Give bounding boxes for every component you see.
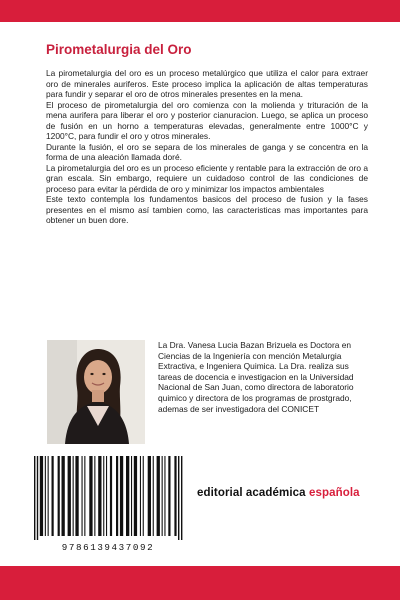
barcode-bar (162, 456, 163, 536)
barcode-bar (68, 456, 71, 536)
isbn-number: 9786139437092 (61, 542, 155, 553)
barcode-bar (116, 456, 118, 536)
barcode-bar (84, 456, 85, 536)
description-paragraph: Este texto contempla los fundamentos basicos del proceso de fusion y la fases presentes en el mismo así tambien como, las caracteristicas mas importantes para obtener un buen dore. (46, 194, 368, 225)
barcode-bar (82, 456, 83, 536)
barcode-bars (34, 456, 182, 540)
barcode-bar (37, 456, 38, 540)
barcode-bar (153, 456, 154, 536)
author-bio: La Dra. Vanesa Lucia Bazan Brizuela es Doctora en Ciencias de la Ingeniería con mención Metalurgia Extractiva, e Ingeniera Quimica. La Dra. realiza sus tareas de docencia e investigacion en la Universidad Nacional de San Juan, como directora de laboratorio quimico y directora de los programas de prostgrado, ademas de ser investigadora del CONICET (158, 340, 354, 414)
barcode-bar (134, 456, 137, 536)
publisher-name (197, 487, 360, 499)
barcode-bar (62, 456, 65, 536)
author-portrait-image (47, 340, 145, 444)
barcode-bar (140, 456, 141, 536)
barcode-bar (89, 456, 92, 536)
description-paragraph: La pirometalurgia del oro es un proceso metalúrgico que utiliza el calor para extraer oro de minerales auriferos. Este proceso implica la aplicación de altas temperaturas para fundir y separar el oro de otros minerales presentes en la mena. (46, 68, 368, 99)
description-paragraph: El proceso de pirometalurgia del oro comienza con la molienda y trituración de la mena aurifera para liberar el oro y posterior cianuracion. Luego, se aplica un proceso de fusión en un horno a temperaturas elevadas, generalmente entre 1000°C y 1200°C, para fundir el oro y otros minerales. (46, 99, 368, 141)
barcode-bar (73, 456, 74, 536)
barcode-bar (75, 456, 78, 536)
barcode-bar (126, 456, 129, 536)
barcode-bar (40, 456, 43, 536)
book-description (46, 68, 368, 226)
book-title: Pirometalurgia del Oro (46, 42, 192, 57)
barcode-bar (34, 456, 35, 540)
barcode-bar (148, 456, 151, 536)
isbn-barcode (28, 454, 188, 554)
barcode-bar (164, 456, 165, 536)
description-paragraph: La pirometalurgia del oro es un proceso eficiente y rentable para la extracción de oro a gran escala. Sin embargo, requiere un cuidadoso control de las condiciones de proceso para evitar la pérdida de oro y minimizar los impactos ambientales (46, 162, 368, 194)
barcode-bar (52, 456, 54, 536)
author-photo (47, 340, 145, 444)
barcode-bar (131, 456, 132, 536)
publisher-name-main: editorial académica (197, 487, 309, 499)
barcode-bar (120, 456, 123, 536)
publisher-name-accent: española (308, 487, 360, 499)
barcode-bar (168, 456, 170, 536)
barcode-bar (181, 456, 182, 540)
barcode-bar (48, 456, 49, 536)
barcode-bar (45, 456, 46, 536)
description-paragraph: Durante la fusión, el oro se separa de los minerales de ganga y se concentra en la forma de una aleación llamada doré. (46, 141, 368, 162)
bottom-color-band (0, 566, 400, 600)
barcode-bar (98, 456, 101, 536)
barcode-bar (106, 456, 107, 536)
barcode-bar (143, 456, 144, 536)
barcode-bar (94, 456, 95, 536)
barcode-bar (103, 456, 104, 536)
barcode-bar (178, 456, 179, 540)
top-color-band (0, 0, 400, 22)
barcode-bar (174, 456, 176, 536)
barcode-bar (110, 456, 112, 536)
barcode-bar (157, 456, 160, 536)
barcode-bar (58, 456, 60, 536)
